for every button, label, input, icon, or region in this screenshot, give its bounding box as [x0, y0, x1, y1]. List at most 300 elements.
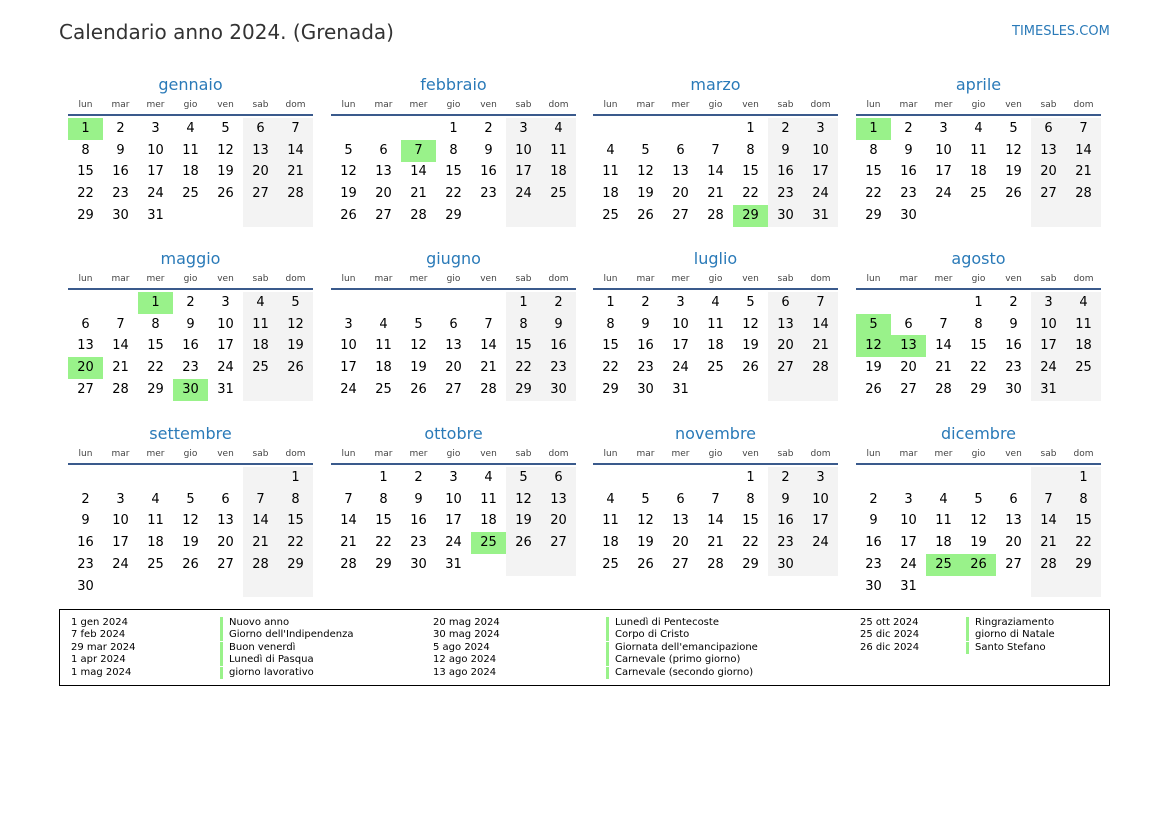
page-title: Calendario anno 2024. (Grenada): [59, 20, 394, 44]
month-header-rule: [331, 288, 576, 290]
day-cell: 16: [77, 535, 94, 551]
day-cell: 6: [1009, 491, 1018, 507]
day-cell: 21: [410, 186, 427, 202]
day-cell: 19: [410, 360, 427, 376]
day-cell: 30: [777, 556, 794, 572]
day-cell: 18: [935, 535, 952, 551]
day-cell: 5: [291, 295, 300, 310]
day-cell: 27: [1040, 186, 1057, 202]
day-cell: 14: [287, 142, 304, 158]
day-cell: 27: [900, 381, 917, 397]
day-cell: 8: [746, 491, 755, 507]
weekday-label: mer: [146, 449, 165, 459]
holiday-name: Carnevale (primo giorno): [606, 654, 740, 666]
weekday-label: mar: [899, 449, 918, 459]
day-cell: 4: [151, 491, 160, 507]
day-cell: 30: [550, 381, 567, 397]
day-cell: 27: [1005, 556, 1022, 572]
day-cell: 25: [707, 360, 724, 376]
day-cell: 1: [606, 295, 615, 310]
day-cell: 8: [81, 142, 90, 158]
day-cell: 4: [606, 491, 615, 507]
day-cell: 8: [974, 316, 983, 332]
day-cell: 3: [816, 121, 825, 136]
holiday-day-cell: 25: [926, 554, 961, 576]
holiday-name: Giorno dell'Indipendenza: [220, 629, 354, 641]
weekday-label: sab: [1040, 100, 1057, 110]
day-cell: 14: [480, 338, 497, 354]
weekday-label: mar: [636, 449, 655, 459]
day-cell: 11: [970, 142, 987, 158]
day-cell: 6: [554, 470, 563, 485]
holiday-date: 26 dic 2024: [860, 641, 920, 653]
holiday-date: 1 mag 2024: [71, 666, 132, 678]
day-cell: 19: [340, 186, 357, 202]
day-cell: 9: [414, 491, 423, 507]
day-cell: 18: [147, 535, 164, 551]
day-cell: 29: [602, 381, 619, 397]
day-cell: 5: [221, 121, 230, 136]
day-cell: 20: [672, 186, 689, 202]
day-cell: 9: [116, 142, 125, 158]
day-cell: 5: [1009, 121, 1018, 136]
day-cell: 20: [777, 338, 794, 354]
holiday-day-cell: 1: [68, 118, 103, 140]
day-cell: 3: [519, 121, 528, 136]
day-cell: 29: [287, 556, 304, 572]
day-cell: 15: [77, 164, 94, 180]
holiday-date: 29 mar 2024: [71, 641, 136, 653]
day-cell: 25: [602, 556, 619, 572]
weekday-label: mar: [636, 274, 655, 284]
day-cell: 7: [256, 491, 265, 507]
day-cell: 17: [112, 535, 129, 551]
day-cell: 6: [904, 316, 913, 332]
day-cell: 17: [1040, 338, 1057, 354]
day-cell: 27: [252, 186, 269, 202]
month-name: agosto: [951, 249, 1006, 268]
day-cell: 29: [77, 207, 94, 223]
day-cell: 11: [480, 491, 497, 507]
day-cell: 27: [672, 556, 689, 572]
weekday-label: lun: [866, 274, 881, 284]
day-cell: 11: [182, 142, 199, 158]
day-cell: 15: [515, 338, 532, 354]
day-cell: 25: [1075, 360, 1092, 376]
day-cell: 12: [1005, 142, 1022, 158]
day-cell: 2: [641, 295, 650, 310]
holiday-date: 1 apr 2024: [71, 654, 126, 666]
day-cell: 14: [1075, 142, 1092, 158]
day-cell: 18: [707, 338, 724, 354]
day-cell: 1: [519, 295, 528, 310]
day-cell: 31: [217, 381, 234, 397]
weekday-label: lun: [603, 274, 618, 284]
weekday-label: sab: [1040, 449, 1057, 459]
day-cell: 16: [777, 513, 794, 529]
day-cell: 27: [217, 556, 234, 572]
day-cell: 30: [865, 578, 882, 594]
holiday-day-cell: 1: [138, 292, 173, 314]
holiday-legend: [59, 609, 1110, 686]
day-cell: 16: [112, 164, 129, 180]
day-cell: 10: [340, 338, 357, 354]
month-name: aprile: [955, 75, 1002, 94]
day-cell: 2: [116, 121, 125, 136]
day-cell: 27: [375, 207, 392, 223]
day-cell: 8: [1079, 491, 1088, 507]
month-name: dicembre: [940, 424, 1017, 443]
day-cell: 29: [375, 556, 392, 572]
day-cell: 27: [550, 535, 567, 551]
day-cell: 19: [287, 338, 304, 354]
weekday-label: mer: [671, 100, 690, 110]
day-cell: 12: [217, 142, 234, 158]
day-cell: 19: [515, 513, 532, 529]
day-cell: 17: [812, 513, 829, 529]
day-cell: 24: [445, 535, 462, 551]
day-cell: 7: [344, 491, 353, 507]
month-header-rule: [331, 463, 576, 465]
day-cell: 11: [375, 338, 392, 354]
month-name: luglio: [693, 249, 738, 268]
day-cell: 3: [151, 121, 160, 136]
weekday-label: lun: [78, 274, 93, 284]
day-cell: 14: [1040, 513, 1057, 529]
day-cell: 4: [554, 121, 563, 136]
day-cell: 15: [742, 164, 759, 180]
day-cell: 22: [1075, 535, 1092, 551]
day-cell: 29: [515, 381, 532, 397]
day-cell: 25: [970, 186, 987, 202]
day-cell: 27: [445, 381, 462, 397]
day-cell: 18: [550, 164, 567, 180]
day-cell: 21: [707, 535, 724, 551]
day-cell: 21: [812, 338, 829, 354]
day-cell: 1: [379, 470, 388, 485]
day-cell: 24: [812, 186, 829, 202]
day-cell: 13: [1040, 142, 1057, 158]
day-cell: 20: [217, 535, 234, 551]
weekday-label: lun: [341, 449, 356, 459]
day-cell: 26: [637, 556, 654, 572]
day-cell: 8: [291, 491, 300, 507]
holiday-name: Giornata dell'emancipazione: [606, 642, 758, 654]
day-cell: 24: [900, 556, 917, 572]
day-cell: 13: [1005, 513, 1022, 529]
day-cell: 22: [287, 535, 304, 551]
weekday-label: gio: [708, 449, 723, 459]
day-cell: 29: [147, 381, 164, 397]
day-cell: 2: [781, 121, 790, 136]
day-cell: 5: [344, 142, 353, 158]
day-cell: 31: [672, 381, 689, 397]
holiday-day-cell: 30: [173, 379, 208, 401]
day-cell: 3: [344, 316, 353, 332]
day-cell: 3: [904, 491, 913, 507]
day-cell: 3: [116, 491, 125, 507]
month-header-rule: [68, 463, 313, 465]
weekday-label: gio: [971, 274, 986, 284]
day-cell: 28: [410, 207, 427, 223]
day-cell: 26: [865, 381, 882, 397]
weekday-label: ven: [217, 449, 234, 459]
day-cell: 26: [340, 207, 357, 223]
day-cell: 2: [554, 295, 563, 310]
weekday-label: ven: [480, 100, 497, 110]
holiday-date: 20 mag 2024: [433, 617, 500, 628]
day-cell: 15: [1075, 513, 1092, 529]
weekday-label: mar: [899, 100, 918, 110]
day-cell: 16: [550, 338, 567, 354]
day-cell: 5: [641, 142, 650, 158]
weekday-label: mer: [671, 449, 690, 459]
weekday-label: mer: [409, 449, 428, 459]
day-cell: 6: [449, 316, 458, 332]
day-cell: 12: [182, 513, 199, 529]
weekday-label: lun: [78, 449, 93, 459]
day-cell: 19: [217, 164, 234, 180]
weekday-label: mar: [374, 274, 393, 284]
weekday-label: gio: [183, 274, 198, 284]
day-cell: 13: [445, 338, 462, 354]
holiday-day-cell: 26: [961, 554, 996, 576]
day-cell: 21: [707, 186, 724, 202]
day-cell: 7: [116, 316, 125, 332]
day-cell: 23: [637, 360, 654, 376]
weekday-label: mar: [111, 100, 130, 110]
day-cell: 18: [602, 186, 619, 202]
day-cell: 9: [781, 491, 790, 507]
day-cell: 21: [112, 360, 129, 376]
holiday-name: Ringraziamento: [966, 617, 1054, 629]
day-cell: 11: [935, 513, 952, 529]
day-cell: 6: [1044, 121, 1053, 136]
day-cell: 21: [1040, 535, 1057, 551]
weekday-label: ven: [1005, 274, 1022, 284]
day-cell: 10: [900, 513, 917, 529]
holiday-name: giorno lavorativo: [220, 667, 314, 679]
day-cell: 29: [865, 207, 882, 223]
day-cell: 13: [672, 164, 689, 180]
weekday-label: dom: [1073, 100, 1094, 110]
weekday-label: lun: [341, 274, 356, 284]
day-cell: 7: [1044, 491, 1053, 507]
day-cell: 2: [186, 295, 195, 310]
holiday-name: Nuovo anno: [220, 617, 289, 629]
weekday-label: lun: [341, 100, 356, 110]
weekday-label: sab: [777, 100, 794, 110]
weekday-label: ven: [742, 100, 759, 110]
day-cell: 4: [484, 470, 493, 485]
day-cell: 30: [637, 381, 654, 397]
month-name: giugno: [426, 249, 481, 268]
day-cell: 18: [252, 338, 269, 354]
weekday-label: ven: [217, 274, 234, 284]
day-cell: 7: [711, 491, 720, 507]
day-cell: 22: [970, 360, 987, 376]
weekday-label: dom: [285, 100, 306, 110]
day-cell: 22: [742, 186, 759, 202]
weekday-label: mar: [374, 449, 393, 459]
weekday-label: mer: [934, 274, 953, 284]
day-cell: 15: [742, 513, 759, 529]
day-cell: 9: [781, 142, 790, 158]
weekday-label: gio: [446, 449, 461, 459]
day-cell: 10: [935, 142, 952, 158]
day-cell: 17: [900, 535, 917, 551]
day-cell: 24: [935, 186, 952, 202]
day-cell: 24: [340, 381, 357, 397]
day-cell: 4: [256, 295, 265, 310]
day-cell: 11: [147, 513, 164, 529]
day-cell: 14: [252, 513, 269, 529]
month-header-rule: [68, 288, 313, 290]
day-cell: 25: [550, 186, 567, 202]
day-cell: 9: [554, 316, 563, 332]
weekday-label: gio: [183, 100, 198, 110]
day-cell: 12: [340, 164, 357, 180]
day-cell: 12: [410, 338, 427, 354]
day-cell: 20: [445, 360, 462, 376]
month-header-rule: [593, 114, 838, 116]
day-cell: 25: [252, 360, 269, 376]
day-cell: 19: [182, 535, 199, 551]
day-cell: 14: [340, 513, 357, 529]
day-cell: 3: [449, 470, 458, 485]
day-cell: 22: [147, 360, 164, 376]
site-link[interactable]: TIMESLES.COM: [1012, 24, 1110, 39]
day-cell: 28: [1040, 556, 1057, 572]
weekday-label: dom: [810, 100, 831, 110]
month-header-rule: [593, 288, 838, 290]
weekday-label: lun: [603, 449, 618, 459]
weekday-label: mer: [934, 100, 953, 110]
day-cell: 15: [602, 338, 619, 354]
day-cell: 10: [445, 491, 462, 507]
day-cell: 18: [1075, 338, 1092, 354]
day-cell: 31: [812, 207, 829, 223]
day-cell: 22: [77, 186, 94, 202]
day-cell: 25: [182, 186, 199, 202]
day-cell: 18: [970, 164, 987, 180]
day-cell: 8: [746, 142, 755, 158]
day-cell: 20: [900, 360, 917, 376]
day-cell: 10: [147, 142, 164, 158]
weekday-label: sab: [515, 274, 532, 284]
day-cell: 26: [742, 360, 759, 376]
holiday-date: 5 ago 2024: [433, 641, 490, 653]
weekday-label: gio: [708, 100, 723, 110]
day-cell: 13: [672, 513, 689, 529]
holiday-name: Lunedì di Pasqua: [220, 654, 314, 666]
holiday-name: Buon venerdì: [220, 642, 295, 654]
day-cell: 19: [970, 535, 987, 551]
day-cell: 15: [147, 338, 164, 354]
day-cell: 17: [515, 164, 532, 180]
day-cell: 18: [375, 360, 392, 376]
day-cell: 2: [1009, 295, 1018, 310]
day-cell: 31: [900, 578, 917, 594]
weekday-label: sab: [515, 100, 532, 110]
month-name: marzo: [690, 75, 741, 94]
weekday-label: gio: [708, 274, 723, 284]
day-cell: 30: [410, 556, 427, 572]
weekday-label: sab: [515, 449, 532, 459]
day-cell: 26: [182, 556, 199, 572]
day-cell: 29: [742, 556, 759, 572]
day-cell: 28: [707, 556, 724, 572]
day-cell: 12: [515, 491, 532, 507]
day-cell: 28: [935, 381, 952, 397]
day-cell: 20: [375, 186, 392, 202]
month-name: ottobre: [424, 424, 483, 443]
weekday-label: dom: [810, 274, 831, 284]
day-cell: 3: [939, 121, 948, 136]
day-cell: 16: [637, 338, 654, 354]
day-cell: 10: [672, 316, 689, 332]
day-cell: 31: [147, 207, 164, 223]
holiday-date: 25 ott 2024: [860, 617, 919, 628]
day-cell: 28: [707, 207, 724, 223]
holiday-day-cell: 1: [856, 118, 891, 140]
day-cell: 5: [186, 491, 195, 507]
day-cell: 22: [375, 535, 392, 551]
day-cell: 17: [812, 164, 829, 180]
day-cell: 28: [340, 556, 357, 572]
day-cell: 8: [869, 142, 878, 158]
day-cell: 12: [287, 316, 304, 332]
day-cell: 11: [252, 316, 269, 332]
weekday-label: dom: [1073, 274, 1094, 284]
day-cell: 10: [812, 491, 829, 507]
day-cell: 19: [1005, 164, 1022, 180]
day-cell: 13: [252, 142, 269, 158]
day-cell: 17: [217, 338, 234, 354]
holiday-day-cell: 25: [471, 532, 506, 554]
weekday-label: lun: [866, 100, 881, 110]
holiday-date: 7 feb 2024: [71, 629, 126, 641]
day-cell: 12: [970, 513, 987, 529]
day-cell: 14: [707, 513, 724, 529]
weekday-label: ven: [742, 449, 759, 459]
day-cell: 22: [865, 186, 882, 202]
weekday-label: gio: [971, 449, 986, 459]
day-cell: 7: [484, 316, 493, 332]
weekday-label: gio: [183, 449, 198, 459]
day-cell: 18: [602, 535, 619, 551]
day-cell: 1: [449, 121, 458, 136]
day-cell: 16: [865, 535, 882, 551]
weekday-label: mer: [409, 274, 428, 284]
day-cell: 16: [777, 164, 794, 180]
day-cell: 17: [445, 513, 462, 529]
day-cell: 1: [746, 121, 755, 136]
day-cell: 22: [515, 360, 532, 376]
day-cell: 20: [672, 535, 689, 551]
day-cell: 27: [77, 381, 94, 397]
day-cell: 11: [602, 513, 619, 529]
day-cell: 19: [742, 338, 759, 354]
day-cell: 4: [1079, 295, 1088, 310]
weekday-label: gio: [446, 100, 461, 110]
day-cell: 27: [777, 360, 794, 376]
day-cell: 25: [147, 556, 164, 572]
day-cell: 24: [147, 186, 164, 202]
day-cell: 15: [287, 513, 304, 529]
weekday-label: gio: [446, 274, 461, 284]
day-cell: 4: [939, 491, 948, 507]
